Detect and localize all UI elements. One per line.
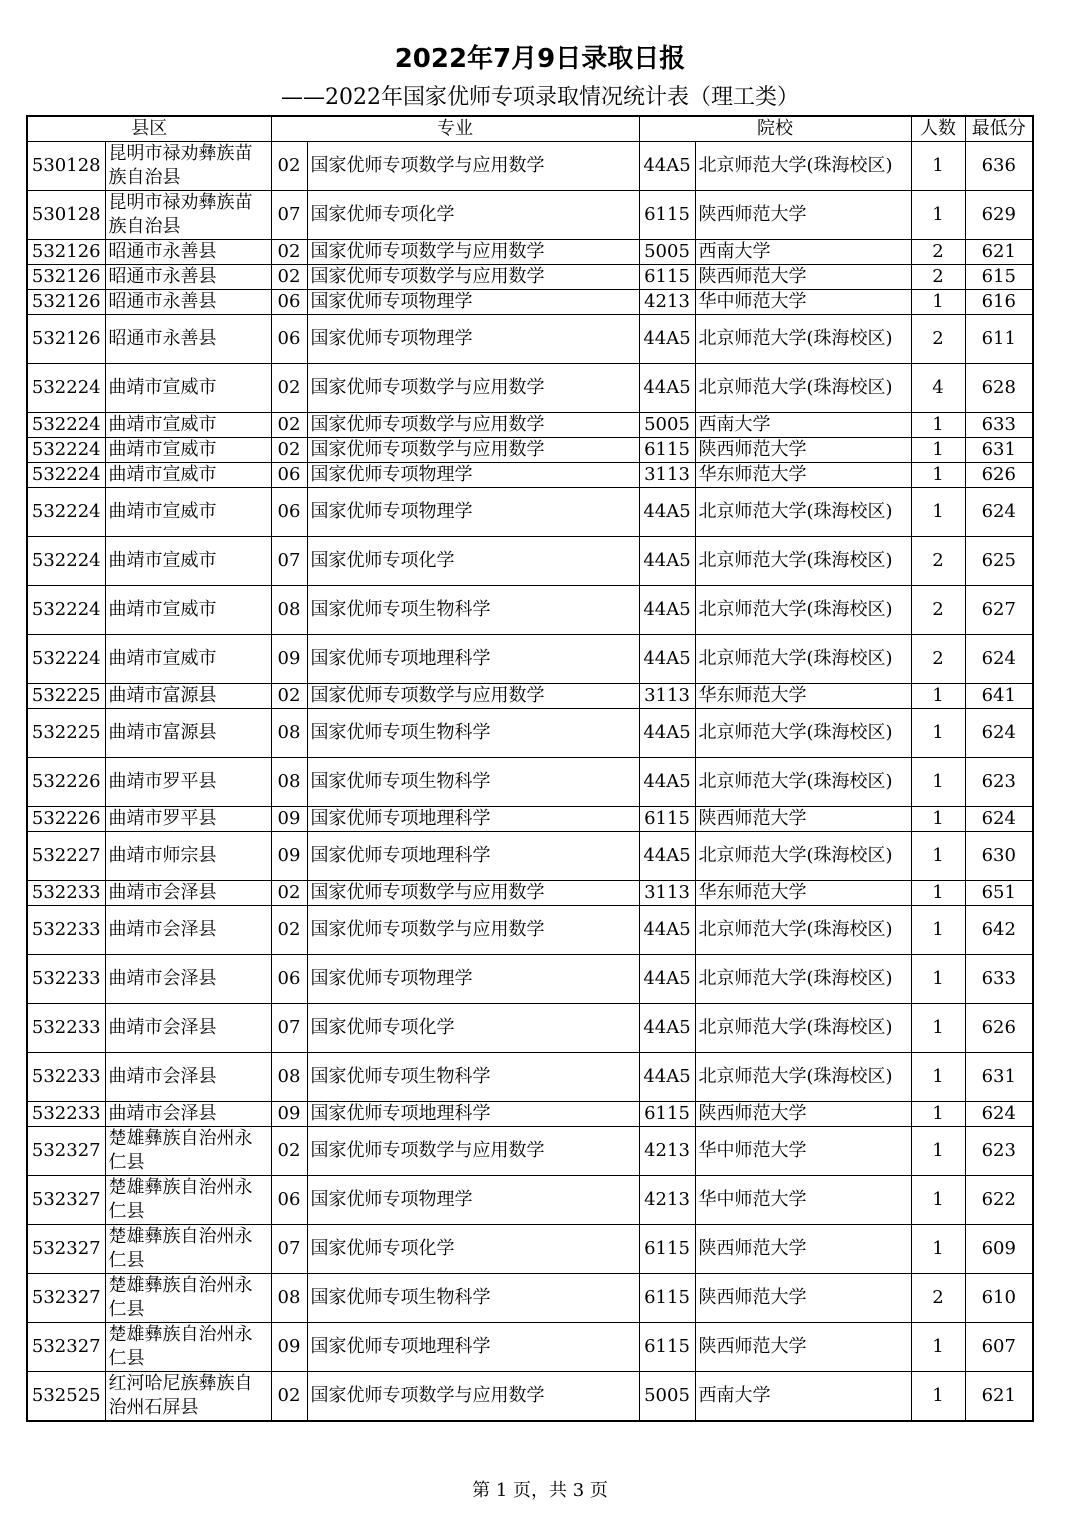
major-name-cell: 国家优师专项物理学 [307, 488, 639, 537]
school-name-cell: 北京师范大学(珠海校区) [695, 488, 911, 537]
admission-table [26, 115, 1034, 1422]
school-name-cell: 陕西师范大学 [695, 1102, 911, 1127]
major-name-cell: 国家优师专项数学与应用数学 [307, 413, 639, 438]
school-name-cell: 北京师范大学(珠海校区) [695, 586, 911, 635]
school-name-cell: 华中师范大学 [695, 290, 911, 315]
count-cell: 2 [911, 265, 965, 290]
table-row [27, 488, 1033, 537]
count-cell: 1 [911, 1372, 965, 1422]
min-score-cell: 626 [965, 1004, 1033, 1053]
school-code-cell: 4213 [639, 1176, 695, 1225]
county-code-cell: 532327 [27, 1127, 105, 1176]
school-code-cell: 44A5 [639, 758, 695, 807]
school-code-cell: 5005 [639, 413, 695, 438]
count-cell: 1 [911, 290, 965, 315]
county-code-cell: 532126 [27, 240, 105, 265]
min-score-cell: 621 [965, 1372, 1033, 1422]
school-name-cell: 北京师范大学(珠海校区) [695, 142, 911, 191]
table-row [27, 364, 1033, 413]
county-name-cell: 曲靖市宣威市 [105, 413, 271, 438]
min-score-cell: 633 [965, 955, 1033, 1004]
major-code-cell: 09 [271, 807, 307, 832]
county-code-cell: 532233 [27, 1004, 105, 1053]
school-name-cell: 北京师范大学(珠海校区) [695, 1004, 911, 1053]
count-cell: 4 [911, 364, 965, 413]
major-name-cell: 国家优师专项生物科学 [307, 1053, 639, 1102]
major-code-cell: 02 [271, 1372, 307, 1422]
school-code-cell: 3113 [639, 463, 695, 488]
school-code-cell: 6115 [639, 1102, 695, 1127]
major-code-cell: 08 [271, 709, 307, 758]
county-name-cell: 曲靖市罗平县 [105, 807, 271, 832]
major-code-cell: 08 [271, 758, 307, 807]
count-cell: 1 [911, 1127, 965, 1176]
count-cell: 1 [911, 709, 965, 758]
major-name-cell: 国家优师专项地理科学 [307, 1102, 639, 1127]
page-footer: 第 1 页，共 3 页 [472, 1480, 608, 1501]
major-name-cell: 国家优师专项物理学 [307, 290, 639, 315]
count-cell: 1 [911, 881, 965, 906]
major-name-cell: 国家优师专项数学与应用数学 [307, 265, 639, 290]
school-name-cell: 北京师范大学(珠海校区) [695, 635, 911, 684]
school-code-cell: 5005 [639, 1372, 695, 1422]
county-code-cell: 532233 [27, 1053, 105, 1102]
table-row [27, 832, 1033, 881]
count-cell: 1 [911, 758, 965, 807]
major-name-cell: 国家优师专项化学 [307, 1225, 639, 1274]
county-code-cell: 532327 [27, 1176, 105, 1225]
school-name-cell: 北京师范大学(珠海校区) [695, 758, 911, 807]
count-cell: 1 [911, 142, 965, 191]
count-cell: 2 [911, 315, 965, 364]
count-cell: 1 [911, 1004, 965, 1053]
school-code-cell: 6115 [639, 191, 695, 240]
major-name-cell: 国家优师专项化学 [307, 1004, 639, 1053]
min-score-cell: 615 [965, 265, 1033, 290]
county-code-cell: 532233 [27, 1102, 105, 1127]
min-score-cell: 629 [965, 191, 1033, 240]
major-name-cell: 国家优师专项数学与应用数学 [307, 240, 639, 265]
county-name-cell: 曲靖市宣威市 [105, 537, 271, 586]
table-row [27, 709, 1033, 758]
table-row [27, 1274, 1033, 1323]
school-name-cell: 华东师范大学 [695, 881, 911, 906]
major-name-cell: 国家优师专项生物科学 [307, 709, 639, 758]
min-score-cell: 624 [965, 488, 1033, 537]
page-title: 2022年7月9日录取日报 [394, 44, 686, 74]
major-code-cell: 06 [271, 315, 307, 364]
count-cell: 1 [911, 438, 965, 463]
major-code-cell: 06 [271, 488, 307, 537]
school-name-cell: 西南大学 [695, 240, 911, 265]
county-code-cell: 532225 [27, 709, 105, 758]
county-code-cell: 532126 [27, 290, 105, 315]
major-name-cell: 国家优师专项数学与应用数学 [307, 906, 639, 955]
min-score-cell: 610 [965, 1274, 1033, 1323]
table-row [27, 463, 1033, 488]
min-score-cell: 651 [965, 881, 1033, 906]
min-score-cell: 625 [965, 537, 1033, 586]
major-code-cell: 06 [271, 1176, 307, 1225]
count-cell: 1 [911, 463, 965, 488]
min-score-cell: 627 [965, 586, 1033, 635]
county-code-cell: 532227 [27, 832, 105, 881]
county-code-cell: 532224 [27, 488, 105, 537]
county-code-cell: 532224 [27, 586, 105, 635]
county-code-cell: 532224 [27, 364, 105, 413]
school-code-cell: 44A5 [639, 635, 695, 684]
major-code-cell: 02 [271, 438, 307, 463]
school-code-cell: 6115 [639, 1225, 695, 1274]
major-name-cell: 国家优师专项数学与应用数学 [307, 364, 639, 413]
major-code-cell: 07 [271, 537, 307, 586]
school-name-cell: 陕西师范大学 [695, 1323, 911, 1372]
table-row [27, 142, 1033, 191]
county-code-cell: 532525 [27, 1372, 105, 1422]
major-code-cell: 06 [271, 463, 307, 488]
school-code-cell: 6115 [639, 1274, 695, 1323]
county-code-cell: 532224 [27, 537, 105, 586]
major-code-cell: 02 [271, 881, 307, 906]
major-code-cell: 02 [271, 684, 307, 709]
min-score-cell: 630 [965, 832, 1033, 881]
major-name-cell: 国家优师专项地理科学 [307, 832, 639, 881]
count-cell: 1 [911, 191, 965, 240]
min-score-cell: 633 [965, 413, 1033, 438]
school-code-cell: 44A5 [639, 537, 695, 586]
table-row [27, 1053, 1033, 1102]
school-name-cell: 北京师范大学(珠海校区) [695, 832, 911, 881]
count-cell: 1 [911, 1102, 965, 1127]
county-code-cell: 532226 [27, 758, 105, 807]
major-code-cell: 02 [271, 364, 307, 413]
count-cell: 1 [911, 1225, 965, 1274]
major-code-cell: 08 [271, 586, 307, 635]
major-code-cell: 02 [271, 906, 307, 955]
school-code-cell: 4213 [639, 290, 695, 315]
major-name-cell: 国家优师专项数学与应用数学 [307, 438, 639, 463]
min-score-cell: 607 [965, 1323, 1033, 1372]
min-score-cell: 631 [965, 438, 1033, 463]
school-code-cell: 3113 [639, 684, 695, 709]
county-name-cell: 曲靖市宣威市 [105, 586, 271, 635]
county-name-cell: 昆明市禄劝彝族苗族自治县 [105, 142, 271, 191]
county-name-cell: 楚雄彝族自治州永仁县 [105, 1225, 271, 1274]
county-name-cell: 曲靖市宣威市 [105, 364, 271, 413]
major-name-cell: 国家优师专项数学与应用数学 [307, 142, 639, 191]
school-code-cell: 3113 [639, 881, 695, 906]
school-code-cell: 44A5 [639, 315, 695, 364]
count-cell: 1 [911, 1053, 965, 1102]
county-name-cell: 楚雄彝族自治州永仁县 [105, 1176, 271, 1225]
major-code-cell: 02 [271, 1127, 307, 1176]
header-major: 专业 [271, 116, 639, 142]
table-row [27, 758, 1033, 807]
county-code-cell: 532327 [27, 1274, 105, 1323]
county-name-cell: 昆明市禄劝彝族苗族自治县 [105, 191, 271, 240]
major-code-cell: 09 [271, 635, 307, 684]
school-name-cell: 华中师范大学 [695, 1127, 911, 1176]
major-name-cell: 国家优师专项地理科学 [307, 635, 639, 684]
major-code-cell: 07 [271, 191, 307, 240]
major-code-cell: 09 [271, 1102, 307, 1127]
county-code-cell: 532224 [27, 635, 105, 684]
major-name-cell: 国家优师专项化学 [307, 191, 639, 240]
major-name-cell: 国家优师专项数学与应用数学 [307, 1127, 639, 1176]
school-name-cell: 西南大学 [695, 413, 911, 438]
school-code-cell: 6115 [639, 265, 695, 290]
major-code-cell: 06 [271, 290, 307, 315]
school-name-cell: 陕西师范大学 [695, 1274, 911, 1323]
major-code-cell: 07 [271, 1225, 307, 1274]
county-name-cell: 曲靖市宣威市 [105, 463, 271, 488]
table-header-row [27, 116, 1033, 142]
school-name-cell: 陕西师范大学 [695, 191, 911, 240]
county-code-cell: 532224 [27, 413, 105, 438]
table-row [27, 807, 1033, 832]
school-name-cell: 华东师范大学 [695, 684, 911, 709]
school-code-cell: 5005 [639, 240, 695, 265]
table-row [27, 1127, 1033, 1176]
county-name-cell: 曲靖市富源县 [105, 684, 271, 709]
school-code-cell: 6115 [639, 807, 695, 832]
major-code-cell: 02 [271, 265, 307, 290]
table-row [27, 906, 1033, 955]
county-name-cell: 昭通市永善县 [105, 290, 271, 315]
county-name-cell: 曲靖市会泽县 [105, 955, 271, 1004]
major-name-cell: 国家优师专项数学与应用数学 [307, 1372, 639, 1422]
county-name-cell: 曲靖市会泽县 [105, 906, 271, 955]
county-name-cell: 曲靖市师宗县 [105, 832, 271, 881]
county-code-cell: 532126 [27, 265, 105, 290]
major-name-cell: 国家优师专项生物科学 [307, 1274, 639, 1323]
school-code-cell: 44A5 [639, 586, 695, 635]
table-row [27, 191, 1033, 240]
count-cell: 1 [911, 906, 965, 955]
major-code-cell: 07 [271, 1004, 307, 1053]
major-name-cell: 国家优师专项物理学 [307, 1176, 639, 1225]
county-code-cell: 532327 [27, 1323, 105, 1372]
county-code-cell: 532224 [27, 438, 105, 463]
county-name-cell: 曲靖市富源县 [105, 709, 271, 758]
school-name-cell: 西南大学 [695, 1372, 911, 1422]
table-row [27, 635, 1033, 684]
count-cell: 2 [911, 635, 965, 684]
school-name-cell: 北京师范大学(珠海校区) [695, 364, 911, 413]
min-score-cell: 621 [965, 240, 1033, 265]
major-name-cell: 国家优师专项物理学 [307, 463, 639, 488]
major-name-cell: 国家优师专项物理学 [307, 955, 639, 1004]
table-body [27, 142, 1033, 1422]
header-count: 人数 [911, 116, 965, 142]
county-name-cell: 昭通市永善县 [105, 315, 271, 364]
major-name-cell: 国家优师专项物理学 [307, 315, 639, 364]
school-name-cell: 陕西师范大学 [695, 438, 911, 463]
county-name-cell: 曲靖市宣威市 [105, 488, 271, 537]
min-score-cell: 624 [965, 635, 1033, 684]
major-name-cell: 国家优师专项生物科学 [307, 758, 639, 807]
table-row [27, 1372, 1033, 1422]
school-name-cell: 北京师范大学(珠海校区) [695, 955, 911, 1004]
table-row [27, 265, 1033, 290]
county-code-cell: 532233 [27, 881, 105, 906]
county-name-cell: 楚雄彝族自治州永仁县 [105, 1274, 271, 1323]
count-cell: 1 [911, 955, 965, 1004]
header-school: 院校 [639, 116, 911, 142]
school-code-cell: 4213 [639, 1127, 695, 1176]
major-code-cell: 09 [271, 832, 307, 881]
count-cell: 2 [911, 240, 965, 265]
school-code-cell: 44A5 [639, 1053, 695, 1102]
table-row [27, 240, 1033, 265]
school-name-cell: 北京师范大学(珠海校区) [695, 537, 911, 586]
school-code-cell: 44A5 [639, 832, 695, 881]
major-name-cell: 国家优师专项数学与应用数学 [307, 684, 639, 709]
school-name-cell: 北京师范大学(珠海校区) [695, 1053, 911, 1102]
min-score-cell: 631 [965, 1053, 1033, 1102]
table-row [27, 1225, 1033, 1274]
county-code-cell: 532233 [27, 906, 105, 955]
county-code-cell: 532126 [27, 315, 105, 364]
county-code-cell: 530128 [27, 191, 105, 240]
school-code-cell: 44A5 [639, 955, 695, 1004]
table-row [27, 537, 1033, 586]
school-name-cell: 北京师范大学(珠海校区) [695, 315, 911, 364]
major-code-cell: 02 [271, 142, 307, 191]
table-row [27, 684, 1033, 709]
count-cell: 1 [911, 1323, 965, 1372]
count-cell: 2 [911, 1274, 965, 1323]
table-row [27, 1102, 1033, 1127]
major-code-cell: 02 [271, 413, 307, 438]
table-row [27, 1176, 1033, 1225]
county-code-cell: 532226 [27, 807, 105, 832]
county-name-cell: 楚雄彝族自治州永仁县 [105, 1127, 271, 1176]
county-name-cell: 曲靖市会泽县 [105, 1004, 271, 1053]
school-name-cell: 陕西师范大学 [695, 1225, 911, 1274]
table-row [27, 881, 1033, 906]
min-score-cell: 626 [965, 463, 1033, 488]
header-min-score: 最低分 [965, 116, 1033, 142]
count-cell: 1 [911, 684, 965, 709]
table-row [27, 290, 1033, 315]
table-row [27, 586, 1033, 635]
count-cell: 1 [911, 488, 965, 537]
school-name-cell: 华中师范大学 [695, 1176, 911, 1225]
min-score-cell: 628 [965, 364, 1033, 413]
min-score-cell: 641 [965, 684, 1033, 709]
major-name-cell: 国家优师专项地理科学 [307, 1323, 639, 1372]
major-code-cell: 02 [271, 240, 307, 265]
min-score-cell: 624 [965, 807, 1033, 832]
county-name-cell: 楚雄彝族自治州永仁县 [105, 1323, 271, 1372]
major-name-cell: 国家优师专项地理科学 [307, 807, 639, 832]
county-name-cell: 曲靖市会泽县 [105, 1102, 271, 1127]
count-cell: 1 [911, 1176, 965, 1225]
school-code-cell: 44A5 [639, 364, 695, 413]
header-county: 县区 [27, 116, 271, 142]
min-score-cell: 623 [965, 758, 1033, 807]
min-score-cell: 624 [965, 1102, 1033, 1127]
min-score-cell: 611 [965, 315, 1033, 364]
school-name-cell: 陕西师范大学 [695, 265, 911, 290]
county-code-cell: 532225 [27, 684, 105, 709]
school-code-cell: 6115 [639, 1323, 695, 1372]
min-score-cell: 636 [965, 142, 1033, 191]
county-name-cell: 昭通市永善县 [105, 240, 271, 265]
table-row [27, 413, 1033, 438]
min-score-cell: 624 [965, 709, 1033, 758]
county-name-cell: 曲靖市会泽县 [105, 1053, 271, 1102]
count-cell: 2 [911, 586, 965, 635]
county-name-cell: 红河哈尼族彝族自治州石屏县 [105, 1372, 271, 1422]
county-name-cell: 曲靖市罗平县 [105, 758, 271, 807]
major-code-cell: 08 [271, 1274, 307, 1323]
table-row [27, 315, 1033, 364]
school-code-cell: 44A5 [639, 142, 695, 191]
county-name-cell: 曲靖市宣威市 [105, 635, 271, 684]
table-row [27, 1323, 1033, 1372]
table-row [27, 438, 1033, 463]
page-subtitle: ——2022年国家优师专项录取情况统计表（理工类） [281, 85, 799, 110]
county-code-cell: 532327 [27, 1225, 105, 1274]
school-name-cell: 华东师范大学 [695, 463, 911, 488]
county-code-cell: 532224 [27, 463, 105, 488]
min-score-cell: 623 [965, 1127, 1033, 1176]
county-name-cell: 昭通市永善县 [105, 265, 271, 290]
min-score-cell: 622 [965, 1176, 1033, 1225]
school-code-cell: 44A5 [639, 906, 695, 955]
school-code-cell: 6115 [639, 438, 695, 463]
school-name-cell: 陕西师范大学 [695, 807, 911, 832]
major-code-cell: 08 [271, 1053, 307, 1102]
major-name-cell: 国家优师专项数学与应用数学 [307, 881, 639, 906]
county-name-cell: 曲靖市会泽县 [105, 881, 271, 906]
min-score-cell: 642 [965, 906, 1033, 955]
county-code-cell: 530128 [27, 142, 105, 191]
count-cell: 1 [911, 413, 965, 438]
count-cell: 2 [911, 537, 965, 586]
county-name-cell: 曲靖市宣威市 [105, 438, 271, 463]
count-cell: 1 [911, 807, 965, 832]
school-code-cell: 44A5 [639, 488, 695, 537]
table-row [27, 955, 1033, 1004]
major-code-cell: 09 [271, 1323, 307, 1372]
school-name-cell: 北京师范大学(珠海校区) [695, 906, 911, 955]
count-cell: 1 [911, 832, 965, 881]
school-name-cell: 北京师范大学(珠海校区) [695, 709, 911, 758]
major-name-cell: 国家优师专项生物科学 [307, 586, 639, 635]
major-name-cell: 国家优师专项化学 [307, 537, 639, 586]
major-code-cell: 06 [271, 955, 307, 1004]
min-score-cell: 616 [965, 290, 1033, 315]
table-row [27, 1004, 1033, 1053]
school-code-cell: 44A5 [639, 709, 695, 758]
min-score-cell: 609 [965, 1225, 1033, 1274]
county-code-cell: 532233 [27, 955, 105, 1004]
school-code-cell: 44A5 [639, 1004, 695, 1053]
